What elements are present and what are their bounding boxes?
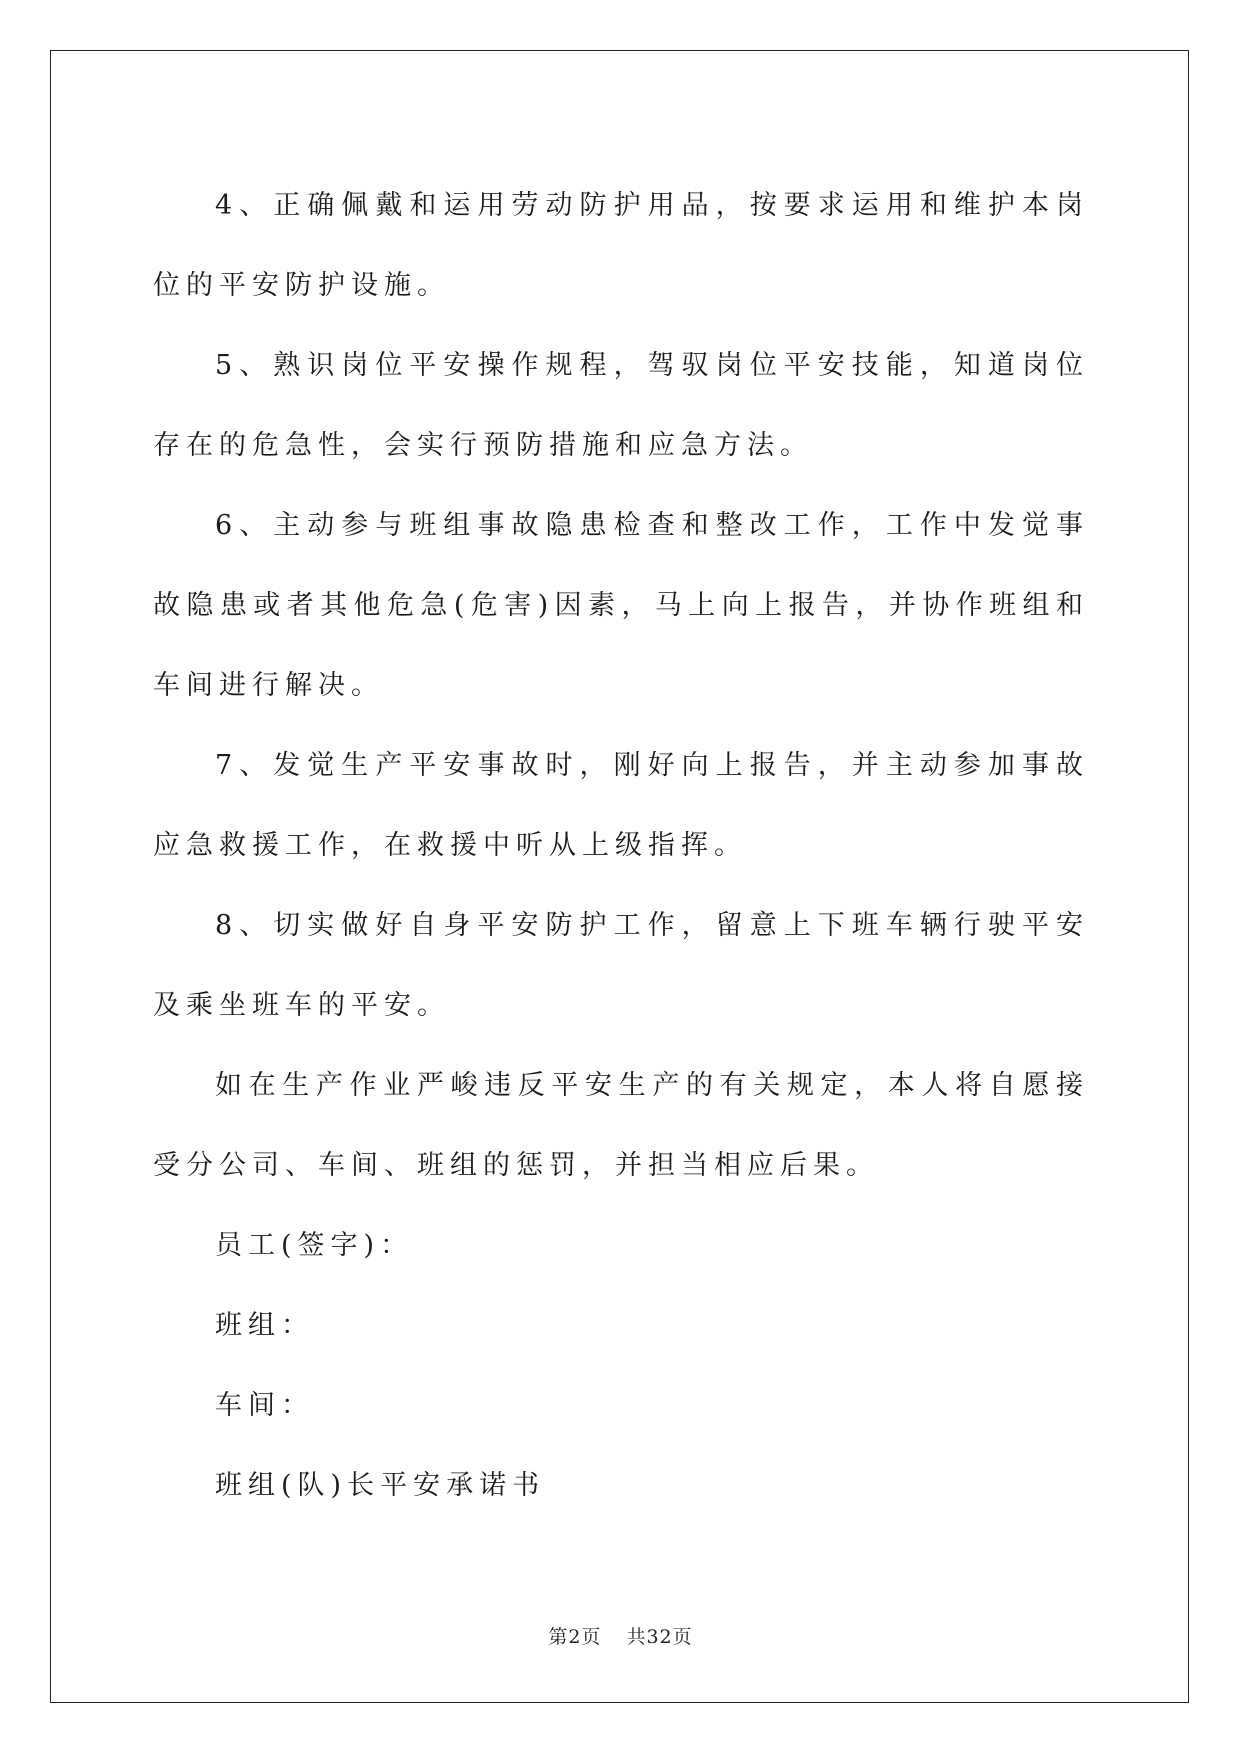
signature-team: 班组： bbox=[215, 1310, 314, 1341]
page-footer bbox=[0, 1622, 1241, 1649]
signature-workshop: 车间： bbox=[215, 1390, 314, 1421]
total-pages: 共32页 bbox=[626, 1626, 693, 1648]
document-body bbox=[153, 166, 1089, 1526]
paragraph-item-7: 7、发觉生产平安事故时，刚好向上报告，并主动参加事故应急救援工作，在救援中听从上级指挥。 bbox=[153, 750, 1089, 861]
signature-employee: 员工(签字)： bbox=[215, 1230, 414, 1261]
paragraph-item-6: 6、主动参与班组事故隐患检查和整改工作，工作中发觉事故隐患或者其他危急(危害)因素，马上向上报告，并协作班组和车间进行解决。 bbox=[153, 510, 1089, 701]
paragraph-item-4: 4、正确佩戴和运用劳动防护用品，按要求运用和维护本岗位的平安防护设施。 bbox=[153, 190, 1089, 301]
paragraph-consequence: 如在生产作业严峻违反平安生产的有关规定，本人将自愿接受分公司、车间、班组的惩罚，并担当相应后果。 bbox=[153, 1070, 1089, 1181]
next-section-title: 班组(队)长平安承诺书 bbox=[215, 1470, 546, 1501]
page-number: 第2页 bbox=[548, 1626, 602, 1648]
paragraph-item-5: 5、熟识岗位平安操作规程，驾驭岗位平安技能，知道岗位存在的危急性，会实行预防措施和应急方法。 bbox=[153, 350, 1089, 461]
paragraph-item-8: 8、切实做好自身平安防护工作，留意上下班车辆行驶平安及乘坐班车的平安。 bbox=[153, 910, 1089, 1021]
